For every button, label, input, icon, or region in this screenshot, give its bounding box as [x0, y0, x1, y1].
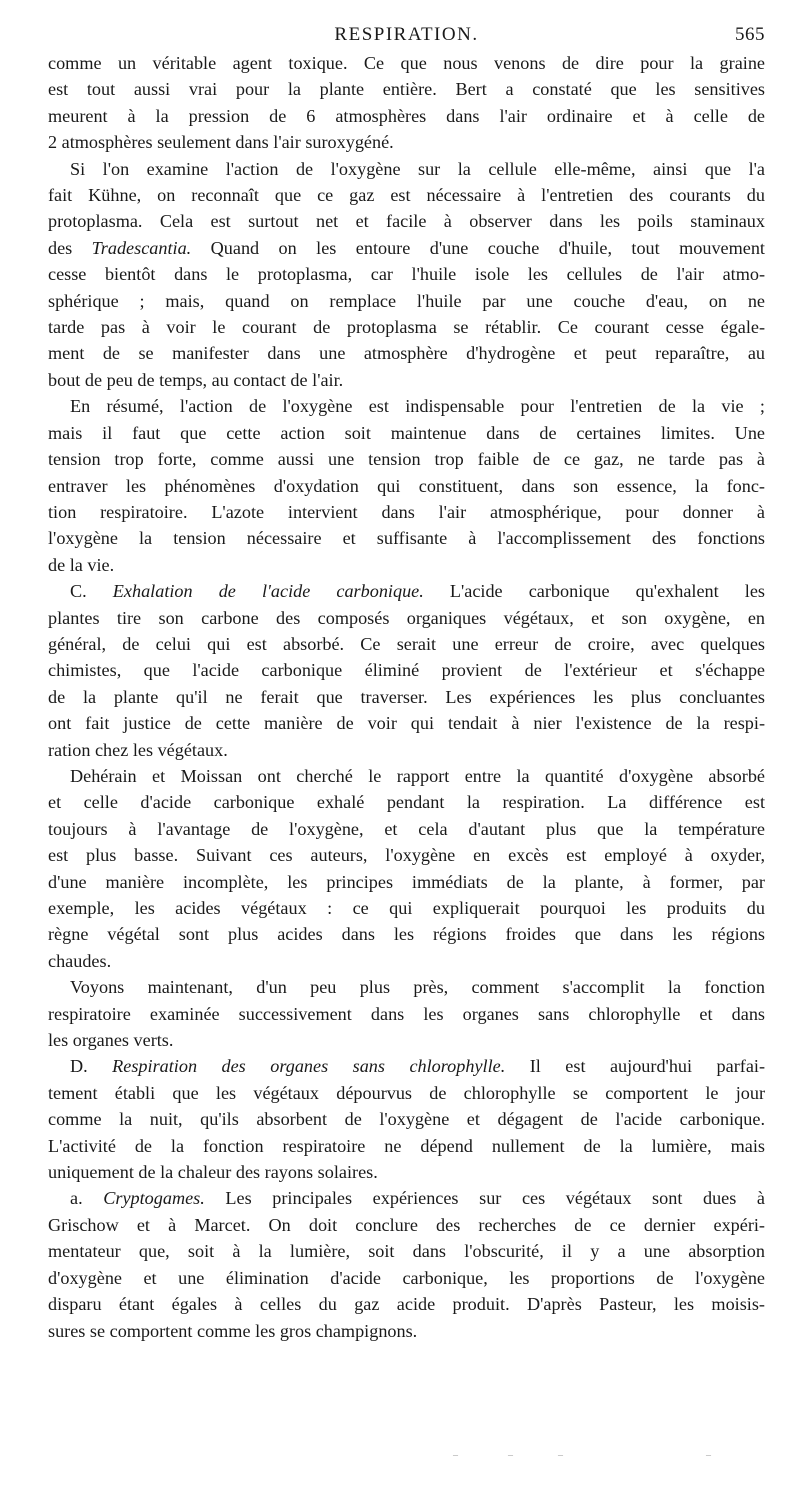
text-line: tarde pas à voir le courant de protoplasma se rétablir. Ce courant cesse égale-	[48, 317, 765, 338]
text-line: général, de celui qui est absorbé. Ce serait une erreur de croire, avec quelques	[48, 633, 765, 654]
text-line: uniquement de la chaleur des rayons solaires.	[48, 1162, 378, 1183]
text-line: tement établi que les végétaux dépourvus de chlorophylle se comportent le jour	[48, 1082, 765, 1103]
scan-dash: –	[508, 1450, 513, 1461]
text-line: fait Kühne, on reconnaît que ce gaz est nécessaire à l'entretien des courants du	[48, 185, 765, 206]
scan-dash: –	[453, 1450, 458, 1461]
scan-artifacts	[48, 1450, 765, 1460]
text-line: ration chez les végétaux.	[48, 739, 228, 760]
text-line	[48, 1185, 765, 1211]
text-line: d'oxygène et une élimination d'acide carbonique, les proportions de l'oxygène	[48, 1267, 765, 1288]
text-line: exemple, les acides végétaux : ce qui expliquerait pourquoi les produits du	[48, 898, 765, 918]
paragraph-voyons	[48, 974, 765, 1053]
text-line: Grischow et à Marcet. On doit conclure des recherches de ce dernier expéri-	[48, 1214, 765, 1235]
book-page	[48, 24, 765, 1344]
text-line: de la vie.	[48, 554, 115, 575]
section-d	[48, 1053, 765, 1185]
section-label: C.	[70, 581, 87, 602]
text-line: plantes tire son carbone des composés organiques végétaux, et son oxygène, en	[48, 607, 765, 628]
text-line: sphérique ; mais, quand on remplace l'huile par une couche d'eau, on ne	[48, 290, 765, 311]
running-head	[48, 24, 765, 50]
subsection-a	[48, 1185, 765, 1343]
running-title: RESPIRATION.	[334, 24, 479, 45]
text-fragment: Quand on les entoure d'une couche d'huile, tout mouvement	[191, 237, 765, 258]
paragraph-1	[48, 50, 765, 156]
text-line: Voyons maintenant, d'un peu plus près, comment s'accomplit la fonction	[70, 977, 765, 998]
text-line: respiratoire examinée successivement dans les organes sans chlorophylle et dans	[48, 1003, 765, 1024]
text-fragment: Les principales expériences sur ces végétaux sont dues à	[204, 1188, 766, 1209]
text-line: est plus basse. Suivant ces auteurs, l'oxygène en excès est employé à oxyder,	[48, 845, 765, 866]
text-line: les organes verts.	[48, 1030, 174, 1051]
scan-dash: –	[706, 1450, 711, 1461]
section-c	[48, 578, 765, 763]
text-line: ment de se manifester dans une atmosphère d'hydrogène et peut reparaître, au	[48, 343, 765, 364]
text-line: meurent à la pression de 6 atmosphères dans l'air ordinaire et à celle de	[48, 105, 765, 126]
text-line: entraver les phénomènes d'oxydation qui constituent, dans son essence, la fonc-	[48, 475, 765, 496]
text-line: 2 atmosphères seulement dans l'air suroxygéné.	[48, 132, 394, 153]
text-line: de la plante qu'il ne ferait que traverser. Les expériences les plus concluantes	[48, 686, 765, 707]
text-line	[48, 578, 765, 604]
section-label: D.	[70, 1056, 88, 1077]
text-line: chimistes, que l'acide carbonique éliminé provient de l'extérieur et s'échappe	[48, 660, 765, 681]
text-line: d'une manière incomplète, les principes immédiats de la plante, à former, par	[48, 871, 765, 892]
text-line: Dehérain et Moissan ont cherché le rapport entre la quantité d'oxygène absorbé	[70, 765, 765, 786]
text-line: mais il faut que cette action soit maintenue dans de certaines limites. Une	[48, 422, 765, 443]
text-line: et celle d'acide carbonique exhalé pendant la respiration. La différence est	[48, 792, 765, 813]
text-line: disparu étant égales à celles du gaz acide produit. D'après Pasteur, les moisis-	[48, 1294, 765, 1315]
text-line: bout de peu de temps, au contact de l'air.	[48, 369, 344, 390]
paragraph-dehérain	[48, 763, 765, 974]
text-line	[48, 1053, 765, 1079]
text-line: tension trop forte, comme aussi une tension trop faible de ce gaz, ne tarde pas à	[48, 449, 765, 470]
paragraph-3	[48, 393, 765, 578]
text-line: toujours à l'avantage de l'oxygène, et cela d'autant plus que la température	[48, 818, 765, 839]
text-line: tion respiratoire. L'azote intervient dans l'air atmosphérique, pour donner à	[48, 501, 765, 522]
text-line: Si l'on examine l'action de l'oxygène sur la cellule elle-même, ainsi que l'a	[70, 158, 765, 179]
text-line: est tout aussi vrai pour la plante entière. Bert a constaté que les sensitives	[48, 79, 765, 100]
text-line: ont fait justice de cette manière de voir qui tendait à nier l'existence de la respi-	[48, 713, 765, 734]
text-line: mentateur que, soit à la lumière, soit dans l'obscurité, il y a une absorption	[48, 1241, 765, 1262]
section-heading: Respiration des organes sans chlorophylle.	[112, 1056, 506, 1077]
text-fragment: L'acide carbonique qu'exhalent les	[423, 581, 765, 602]
text-line: L'activité de la fonction respiratoire ne dépend nullement de la lumière, mais	[48, 1135, 765, 1156]
genus-name: Tradescantia.	[91, 237, 192, 258]
text-line: sures se comportent comme les gros champignons.	[48, 1320, 418, 1341]
section-heading: Cryptogames.	[103, 1188, 205, 1209]
scan-dash: –	[558, 1450, 563, 1461]
text-line: cesse bientôt dans le protoplasma, car l'huile isole les cellules de l'air atmo-	[48, 264, 765, 285]
text-line: En résumé, l'action de l'oxygène est indispensable pour l'entretien de la vie ;	[70, 396, 765, 417]
text-line: protoplasma. Cela est surtout net et facile à observer dans les poils staminaux	[48, 211, 765, 232]
text-line: comme la nuit, qu'ils absorbent de l'oxygène et dégagent de l'acide carbonique.	[48, 1109, 765, 1130]
text-line: règne végétal sont plus acides dans les régions froides que dans les régions	[48, 924, 765, 945]
page-number: 565	[735, 24, 765, 45]
text-line: comme un véritable agent toxique. Ce que nous venons de dire pour la graine	[48, 53, 765, 73]
text-line: chaudes.	[48, 950, 112, 971]
text-line	[48, 235, 765, 261]
text-line: l'oxygène la tension nécessaire et suffisante à l'accomplissement des fonctions	[48, 528, 765, 549]
text-fragment: Il est aujourd'hui parfai-	[505, 1056, 765, 1077]
text-fragment: des	[48, 237, 92, 258]
paragraph-2	[48, 156, 765, 394]
section-heading: Exhalation de l'acide carbonique.	[112, 581, 424, 602]
section-label: a.	[70, 1188, 83, 1209]
